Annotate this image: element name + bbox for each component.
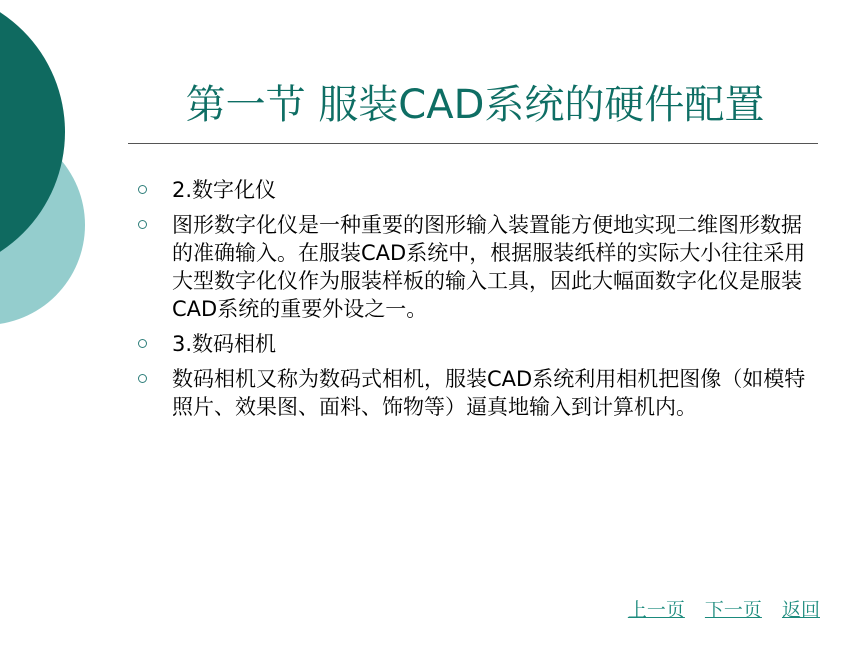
- prev-page-link[interactable]: 上一页: [627, 599, 685, 621]
- decorative-circles: [0, 0, 100, 360]
- bullet-item: [134, 176, 814, 204]
- back-link[interactable]: 返回: [781, 599, 820, 621]
- hollow-circle-icon: [138, 185, 147, 194]
- hollow-circle-icon: [138, 374, 147, 383]
- title-divider: [128, 143, 818, 144]
- slide-title: [130, 80, 820, 130]
- bullet-item: [134, 365, 814, 421]
- bullet-text: 3.数码相机: [172, 332, 277, 356]
- bullet-text: 2.数字化仪: [172, 178, 277, 202]
- slide-title-text: 第一节 服装CAD系统的硬件配置: [185, 82, 765, 128]
- bullet-text: 图形数字化仪是一种重要的图形输入装置能方便地实现二维图形数据的准确输入。在服装CAD系统中，根据服装纸样的实际大小往往采用大型数字化仪作为服装样板的输入工具，因此大幅面数字化仪是服装CAD系统的重要外设之一。: [172, 213, 806, 321]
- bullet-text: 数码相机又称为数码式相机，服装CAD系统利用相机把图像（如模特照片、效果图、面料、饰物等）逼真地输入到计算机内。: [172, 367, 806, 419]
- hollow-circle-icon: [138, 339, 147, 348]
- bullet-list: [134, 176, 814, 428]
- bullet-item: [134, 330, 814, 358]
- slide-navigation: [614, 598, 820, 622]
- bullet-item: [134, 211, 814, 323]
- hollow-circle-icon: [138, 220, 147, 229]
- next-page-link[interactable]: 下一页: [704, 599, 762, 621]
